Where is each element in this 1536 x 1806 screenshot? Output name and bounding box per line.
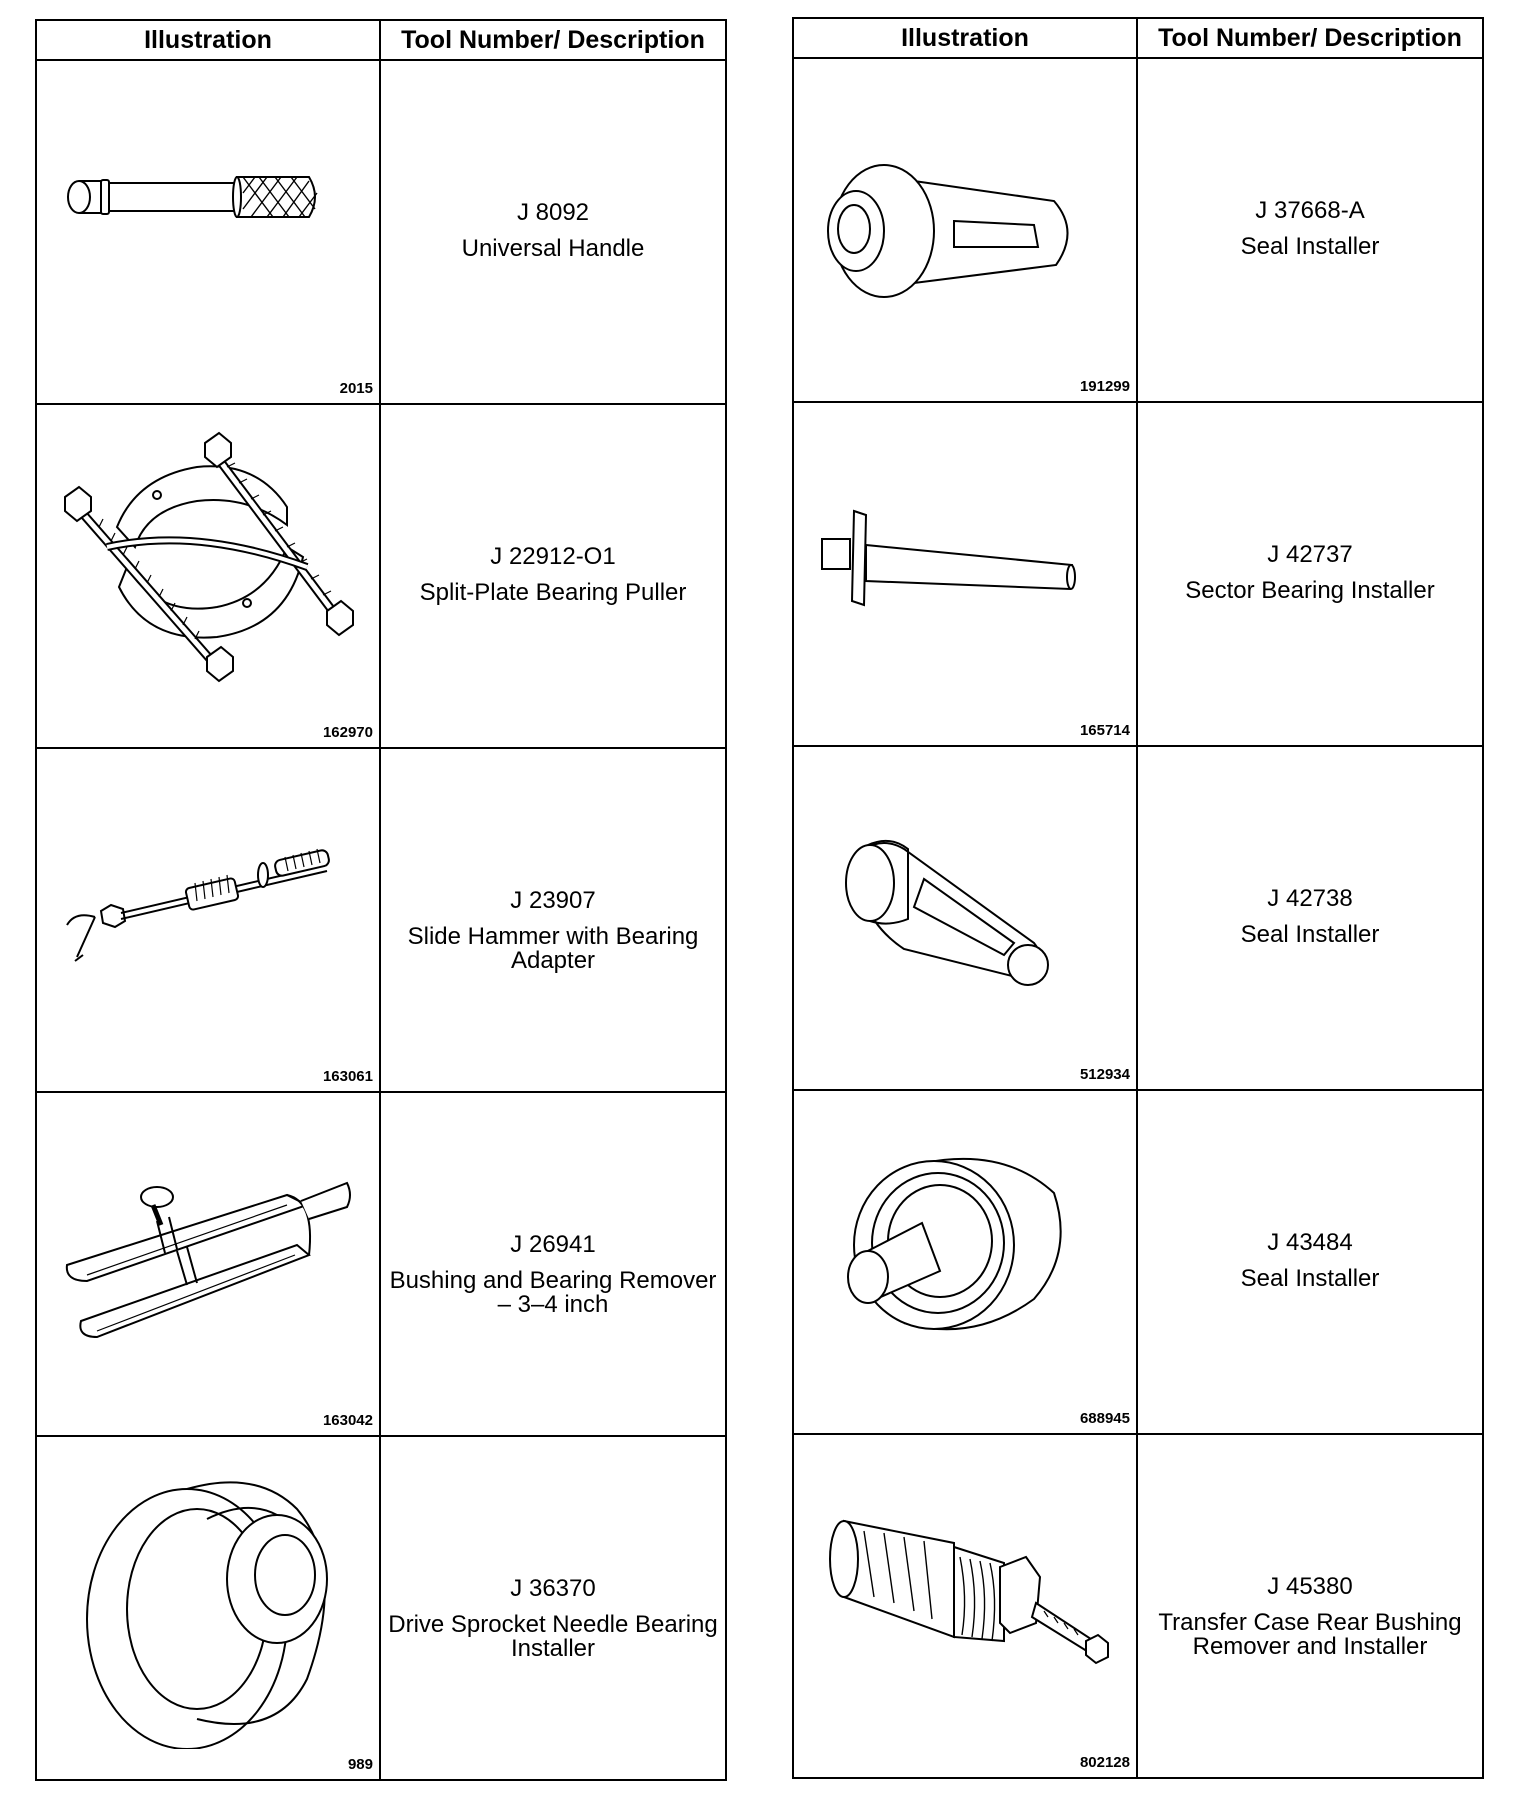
drive-sprocket-installer-icon	[47, 1449, 371, 1749]
tool-number: J 37668-A	[1255, 197, 1365, 224]
seal-installer-tapered-icon	[804, 759, 1128, 1059]
tool-number: J 36370	[510, 1575, 596, 1602]
tool-description: Seal Installer	[1240, 921, 1380, 948]
tool-description: Transfer Case Rear Bushing Remover and Installer	[1158, 1609, 1462, 1660]
tool-table-left	[35, 19, 727, 1781]
seal-installer-disc-icon	[804, 1103, 1128, 1403]
table-row	[36, 1092, 726, 1436]
table-row	[36, 1436, 726, 1780]
tool-number: J 26941	[510, 1231, 596, 1258]
slide-hammer-icon	[47, 761, 371, 1061]
sector-bearing-installer-icon	[804, 415, 1128, 715]
tool-description: Bushing and Bearing Remover – 3–4 inch	[389, 1267, 717, 1318]
table-row	[793, 58, 1483, 402]
figure-number: 162970	[322, 724, 373, 741]
table-row	[793, 1434, 1483, 1778]
figure-number: 688945	[1079, 1410, 1130, 1427]
header-illustration: Illustration	[793, 18, 1137, 58]
tool-number: J 8092	[516, 199, 590, 226]
tool-number: J 42737	[1267, 541, 1353, 568]
seal-installer-icon	[804, 71, 1128, 371]
tool-number: J 43484	[1267, 1229, 1353, 1256]
bushing-bearing-remover-icon	[47, 1105, 371, 1405]
tool-number: J 23907	[510, 887, 596, 914]
figure-number: 191299	[1079, 378, 1130, 395]
figure-number: 512934	[1079, 1066, 1130, 1083]
bushing-remover-installer-icon	[804, 1447, 1128, 1747]
figure-number: 163061	[322, 1068, 373, 1085]
tool-description: Sector Bearing Installer	[1185, 577, 1435, 604]
figure-number: 2015	[339, 380, 373, 397]
figure-number: 165714	[1079, 722, 1130, 739]
table-row	[793, 402, 1483, 746]
universal-handle-icon	[47, 73, 371, 373]
tool-description: Seal Installer	[1240, 233, 1380, 260]
tool-description: Drive Sprocket Needle Bearing Installer	[388, 1611, 718, 1662]
header-illustration: Illustration	[36, 20, 380, 60]
figure-number: 802128	[1079, 1754, 1130, 1771]
figure-number: 163042	[322, 1412, 373, 1429]
tool-description: Slide Hammer with Bearing Adapter	[407, 923, 699, 974]
split-plate-bearing-puller-icon	[47, 417, 371, 717]
table-row	[36, 404, 726, 748]
tool-number: J 42738	[1267, 885, 1353, 912]
table-row	[36, 748, 726, 1092]
tool-description: Universal Handle	[461, 235, 645, 262]
table-row	[793, 746, 1483, 1090]
tool-description: Split-Plate Bearing Puller	[419, 579, 687, 606]
header-tool-number: Tool Number/ Description	[380, 20, 726, 60]
tool-number: J 45380	[1267, 1573, 1353, 1600]
header-tool-number: Tool Number/ Description	[1137, 18, 1483, 58]
table-row	[36, 60, 726, 404]
figure-number: 989	[347, 1756, 373, 1773]
tool-number: J 22912-O1	[490, 543, 616, 570]
tool-table-right	[792, 17, 1484, 1779]
tool-description: Seal Installer	[1240, 1265, 1380, 1292]
table-row	[793, 1090, 1483, 1434]
